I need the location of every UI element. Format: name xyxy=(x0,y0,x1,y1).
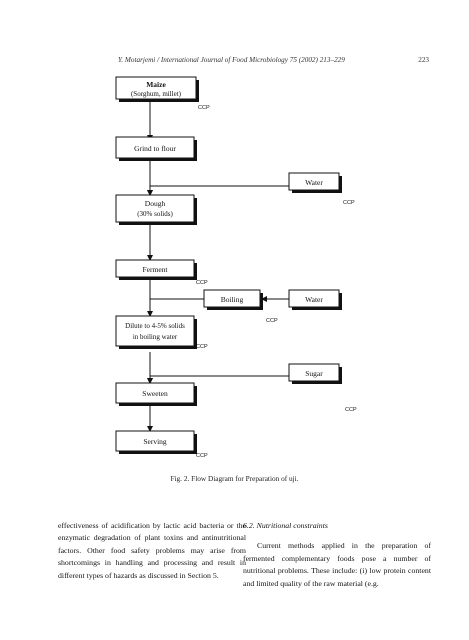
left-column xyxy=(58,520,246,582)
section-title: 6.2. Nutritional constraints xyxy=(243,521,328,530)
ccp-label: CCP xyxy=(266,318,278,324)
right-paragraph: Current methods applied in the preparation of fermented complementary foods pose a number of nutritional problems. These include: (i) low protein content and limited quality of the raw material (e.g. xyxy=(243,541,431,588)
label-sugar: Sugar xyxy=(305,369,323,378)
ccp-label: CCP xyxy=(196,453,208,459)
arrow-water-to-dough xyxy=(150,186,289,195)
page-number: 223 xyxy=(418,56,429,64)
arrow-sugar-sweeten xyxy=(150,376,289,383)
label-water2: Water xyxy=(305,295,323,304)
label-sweeten: Sweeten xyxy=(142,389,168,398)
ccp-label: CCP xyxy=(196,344,208,350)
label-maize: Maize xyxy=(146,80,166,89)
ccp-label: CCP xyxy=(198,105,210,111)
label-serving: Serving xyxy=(143,437,167,446)
running-title: Y. Motarjemi / International Journal of Food Microbiology 75 (2002) 213–229 xyxy=(118,56,345,64)
label-dough: Dough xyxy=(144,199,166,208)
figure-caption: Fig. 2. Flow Diagram for Preparation of uji. xyxy=(170,474,299,483)
label-boiling: Boiling xyxy=(220,295,244,304)
ccp-label: CCP xyxy=(196,280,208,286)
label-maize-sub: (Sorghum, millet) xyxy=(130,90,182,98)
ccp-label: CCP xyxy=(343,200,355,206)
label-ferment: Ferment xyxy=(142,265,168,274)
label-dilute-sub: in boiling water xyxy=(132,333,178,341)
label-grind: Grind to flour xyxy=(134,144,176,153)
left-paragraph: effectiveness of acidification by lactic acid bacteria or the enzymatic degradation of plant toxins and antinutritional factors. Other food safety problems may arise from shortcomings in handling and processing and result in different types of hazards as discussed in Section 5. xyxy=(58,521,246,580)
box-dilute xyxy=(116,316,194,346)
label-water1: Water xyxy=(305,178,323,187)
label-dilute: Dilute to 4-5% solids xyxy=(125,322,185,330)
label-dough-sub: (30% solids) xyxy=(137,210,173,218)
ccp-label: CCP xyxy=(345,407,357,413)
right-column xyxy=(243,520,431,590)
